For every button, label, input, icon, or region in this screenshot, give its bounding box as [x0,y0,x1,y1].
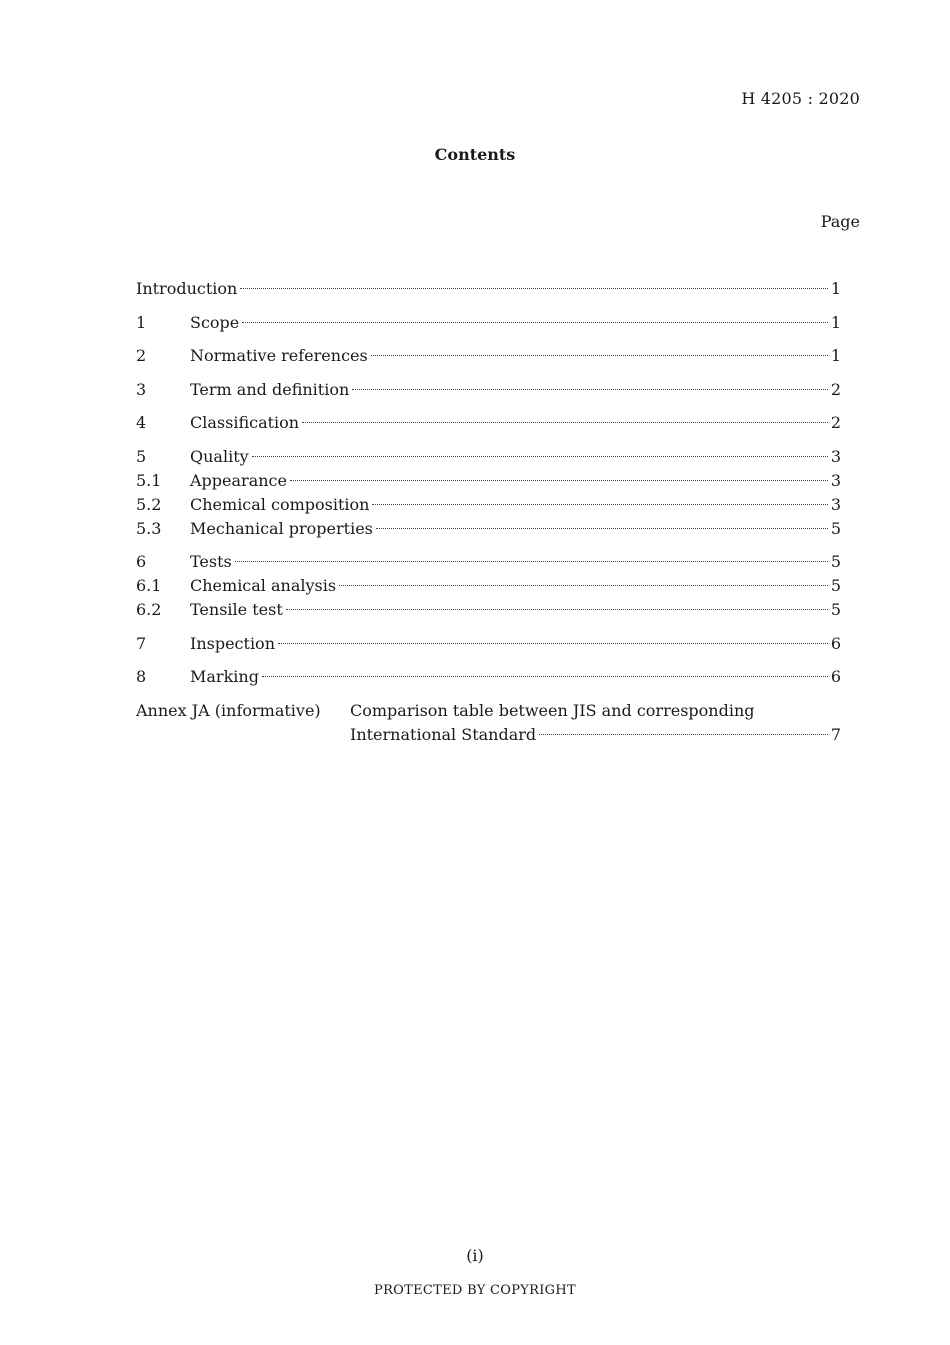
toc-entry-6[interactable] [136,550,841,574]
toc-entry-page: 6 [830,667,841,686]
toc-entry-2[interactable] [136,344,841,368]
toc-entry-number: 5 [136,446,147,466]
page-folio: (i) [466,1246,484,1265]
toc-entry-label: Normative references [190,346,368,365]
toc-entry-number: 6.2 [136,600,162,619]
toc-entry-page: 5 [830,600,841,619]
toc-entry-page: 5 [830,552,841,571]
toc-entry-label: Inspection [190,633,275,653]
toc-entry-number: 7 [136,633,147,653]
toc-entry-number: 4 [136,413,147,432]
toc-entry-label: Chemical composition [190,494,370,514]
toc-leader-dots [252,456,828,457]
toc-leader-dots [302,422,828,423]
toc-entry-number: 5.3 [136,518,162,538]
annex-title [350,699,841,747]
toc-entry-number: 2 [136,346,147,365]
toc-leader-dots [278,643,828,644]
toc-entry-number: 1 [136,312,147,332]
annex-title-line-1: Comparison table between JIS and corresponding [350,700,755,720]
toc-leader-dots [339,585,828,586]
toc-entry-label: Mechanical properties [190,518,373,538]
toc-leader-dots [235,561,828,562]
toc-entry-page: 2 [830,413,841,432]
toc-entry-6-2[interactable] [136,598,841,622]
toc-leader-dots [376,528,828,529]
toc-entry-number: 3 [136,379,147,399]
page-title: Contents [434,145,516,164]
document-number: H 4205 : 2020 [741,89,860,108]
toc-entry-page: 1 [830,346,841,365]
toc-entry-4[interactable] [136,411,841,435]
toc-entry-label: Scope [190,312,240,332]
toc-entry-1[interactable] [136,311,841,335]
toc-entry-label: Chemical analysis [190,576,337,595]
page-column-label: Page [820,212,860,231]
annex-title-line-2-row [350,723,841,747]
toc-entry-page: 3 [830,470,841,490]
toc-entry-label: Term and definition [190,379,350,399]
annex-label: Annex JA (informative) [136,700,321,720]
toc-entry-label: Appearance [190,470,287,490]
toc-entry-label: Tensile test [190,600,283,619]
toc-leader-dots [290,480,828,481]
toc-entry-number: 6.1 [136,576,162,595]
toc-entry-number: 8 [136,667,147,686]
toc-entry-page: 1 [830,312,841,332]
toc-entry-label: Quality [190,446,249,466]
toc-leader-dots [242,322,828,323]
toc-entry-5-2[interactable] [136,493,841,517]
toc-entry-page: 7 [830,724,841,744]
toc-entry-page: 3 [830,446,841,466]
toc-leader-dots [262,676,828,677]
toc-entry-8[interactable] [136,665,841,689]
toc-entry-page: 5 [830,518,841,538]
toc-leader-dots [352,389,828,390]
toc-entry-annex-ja[interactable] [136,699,841,747]
toc-entry-label: Marking [190,667,259,686]
toc-entry-5-3[interactable] [136,517,841,541]
toc-entry-page: 3 [830,494,841,514]
annex-title-line-2: International Standard [350,724,537,744]
toc-entry-page: 1 [830,279,841,298]
toc-entry-3[interactable] [136,378,841,402]
toc-entry-page: 5 [830,576,841,595]
toc-leader-dots [539,734,828,735]
toc-entry-7[interactable] [136,632,841,656]
copyright-notice: PROTECTED BY COPYRIGHT [374,1283,576,1298]
toc-entry-number: 5.1 [136,470,162,490]
toc-entry-introduction[interactable] [136,277,841,301]
toc-leader-dots [240,288,827,289]
toc-leader-dots [371,355,828,356]
toc-leader-dots [286,609,828,610]
toc-entry-6-1[interactable] [136,574,841,598]
table-of-contents [136,277,841,747]
toc-entry-label: Introduction [136,279,238,298]
toc-entry-label: Tests [190,552,232,571]
toc-leader-dots [372,504,827,505]
toc-entry-label: Classification [190,413,300,432]
toc-entry-5-1[interactable] [136,469,841,493]
toc-entry-number: 6 [136,552,147,571]
toc-entry-page: 2 [830,379,841,399]
toc-entry-page: 6 [830,633,841,653]
toc-entry-5[interactable] [136,445,841,469]
toc-entry-number: 5.2 [136,494,162,514]
